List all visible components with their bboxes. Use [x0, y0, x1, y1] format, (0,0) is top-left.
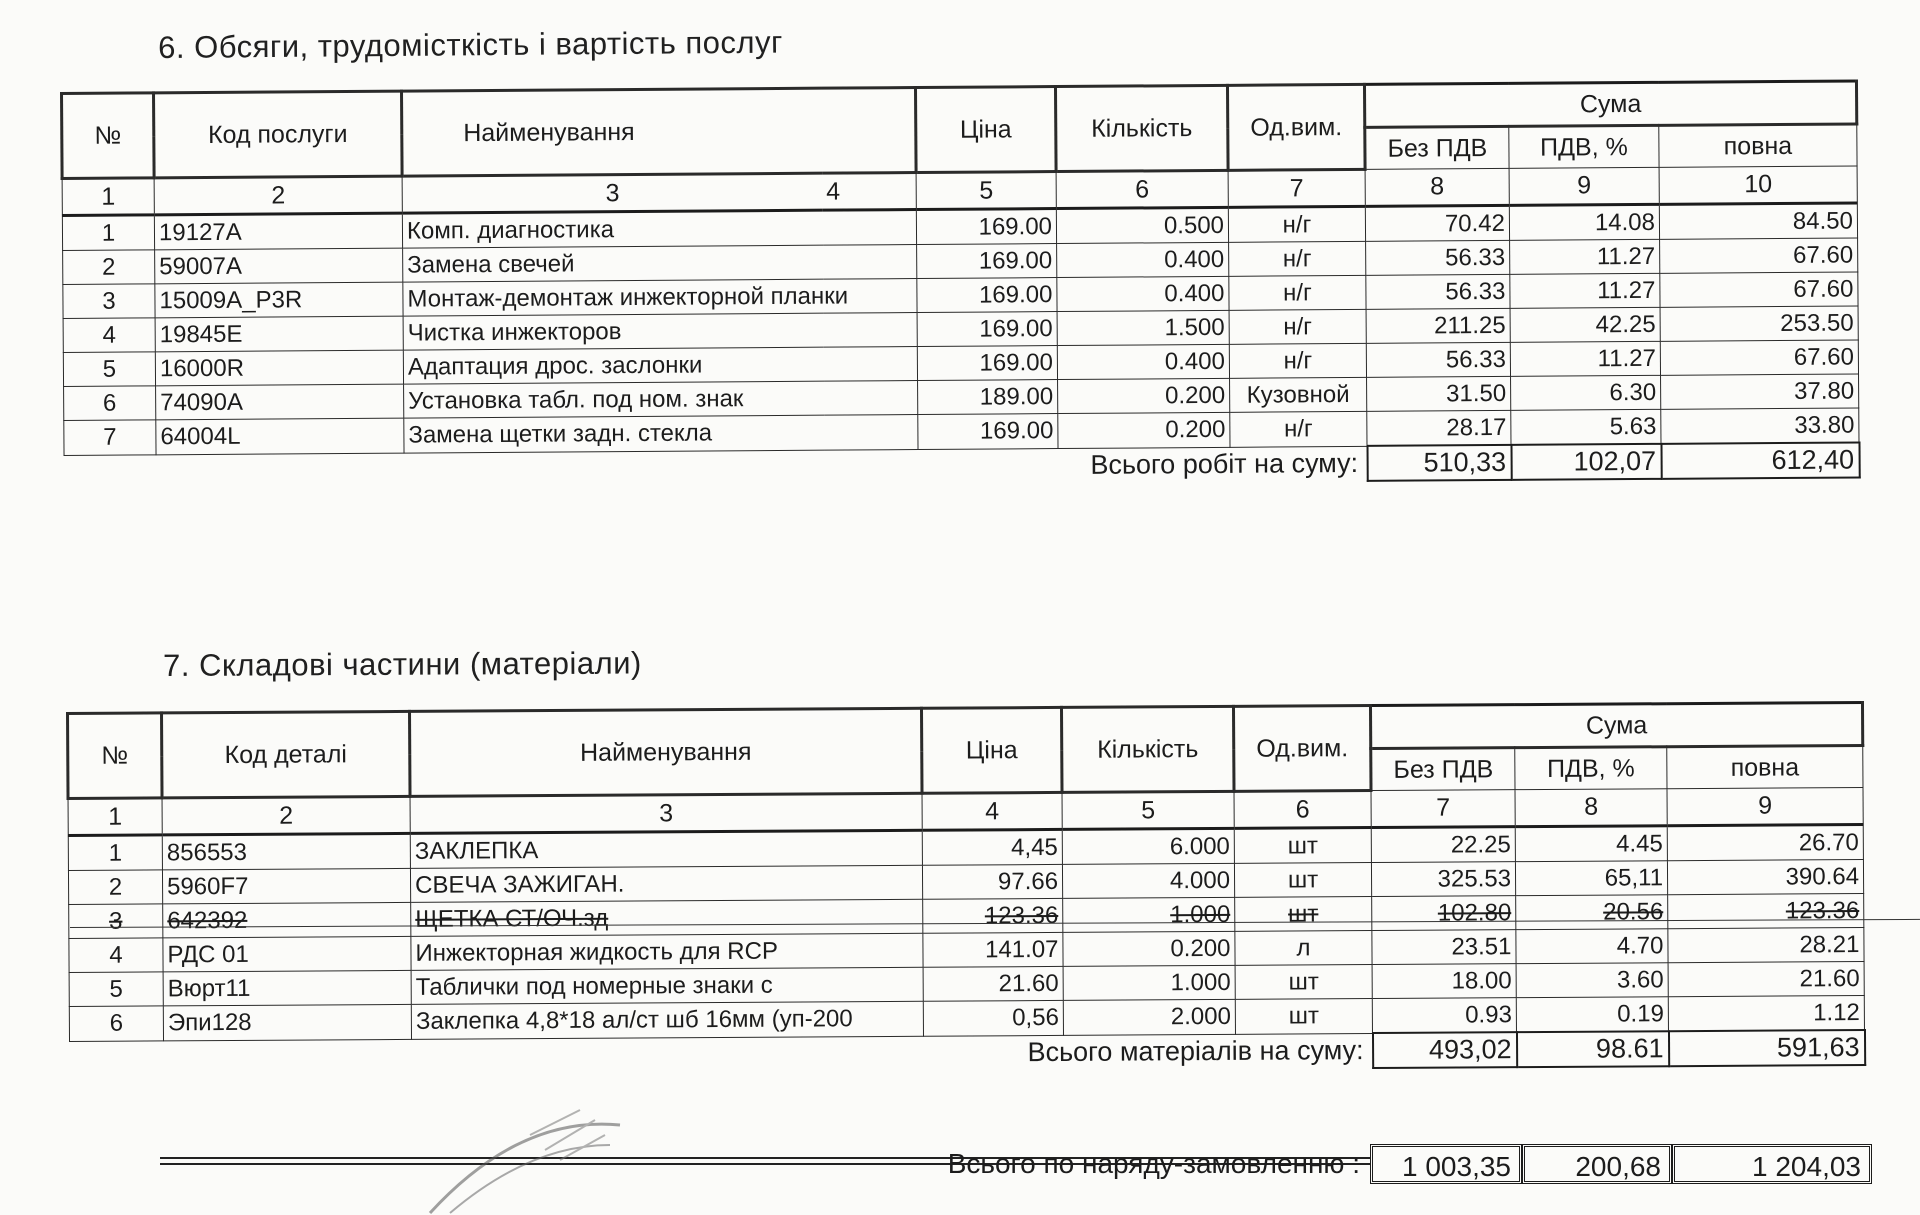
row-code: 74090A — [156, 384, 404, 420]
header-name: Найменування — [402, 88, 917, 177]
row-qty: 1.000 — [1063, 897, 1235, 932]
row-unit: шт — [1234, 828, 1371, 864]
grand-total-full: 1 204,03 — [1672, 1144, 1872, 1184]
row-code: Вюрт11 — [163, 970, 411, 1006]
header-vat: ПДВ, % — [1509, 125, 1659, 168]
colnum: 8 — [1515, 789, 1667, 827]
header-sum: Сума — [1364, 81, 1856, 127]
header-num: № — [68, 713, 163, 799]
row-num: 1 — [68, 835, 162, 871]
materials-total-label: Всього матеріалів на суму: — [1027, 1035, 1364, 1068]
row-vat: 6.30 — [1511, 375, 1661, 410]
row-code: 59007A — [155, 248, 403, 284]
row-unit: шт — [1235, 965, 1372, 1000]
section-7-title: 7. Складові частини (матеріали) — [163, 645, 642, 683]
header-vat: ПДВ, % — [1515, 747, 1667, 790]
row-qty: 0.400 — [1057, 276, 1229, 311]
services-table — [60, 79, 1861, 491]
row-unit: н/г — [1229, 275, 1366, 310]
row-name: Замена свечей — [403, 245, 917, 283]
row-novat: 22.25 — [1371, 827, 1515, 863]
row-name: ЩЕТКА СТ/ОЧ.зд — [411, 899, 923, 936]
header-qty: Кількість — [1061, 706, 1234, 792]
row-price: 4,45 — [922, 829, 1062, 865]
row-name: Таблички под номерные знаки с — [411, 967, 923, 1004]
row-full: 37.80 — [1661, 374, 1859, 409]
grand-total-label: Всього по наряду-замовленню : — [947, 1148, 1360, 1179]
header-novat: Без ПДВ — [1371, 748, 1515, 791]
row-unit: шт — [1234, 863, 1371, 898]
row-name: СВЕЧА ЗАЖИГАН. — [410, 865, 922, 902]
row-num: 5 — [63, 352, 155, 387]
colnum: 1 — [62, 178, 154, 216]
row-full: 390.64 — [1667, 860, 1863, 895]
row-code: 642392 — [163, 902, 411, 938]
row-vat: 65,11 — [1515, 861, 1667, 896]
row-price: 169.00 — [918, 414, 1058, 449]
header-qty: Кількість — [1055, 85, 1228, 171]
materials-table — [66, 701, 1866, 1077]
row-vat: 3.60 — [1516, 963, 1668, 998]
row-num: 7 — [64, 420, 156, 455]
row-vat: 11.27 — [1510, 239, 1660, 274]
row-qty: 0.400 — [1057, 344, 1229, 379]
materials-rows — [68, 825, 1864, 1041]
row-price: 189.00 — [918, 380, 1058, 415]
row-code: 19127A — [154, 213, 402, 250]
header-unit: Од.вим. — [1233, 706, 1371, 792]
row-full: 84.50 — [1659, 203, 1857, 239]
row-novat: 56.33 — [1366, 240, 1510, 275]
header-price: Ціна — [915, 87, 1056, 173]
colnum: 3 — [402, 173, 822, 213]
row-num: 4 — [63, 318, 155, 353]
row-price: 0,56 — [923, 1000, 1063, 1035]
row-price: 169.00 — [917, 346, 1057, 381]
row-num: 1 — [62, 215, 154, 251]
row-num: 2 — [68, 870, 162, 905]
row-vat: 4.70 — [1516, 929, 1668, 964]
row-novat: 70.42 — [1365, 205, 1509, 241]
row-full: 123.36 — [1668, 894, 1864, 929]
row-price: 169.00 — [917, 244, 1057, 279]
header-price: Ціна — [921, 707, 1062, 793]
row-vat: 0.19 — [1516, 997, 1668, 1032]
colnum: 3 — [410, 793, 922, 833]
row-price: 123.36 — [923, 898, 1063, 933]
row-code: 5960F7 — [162, 868, 410, 904]
row-unit: н/г — [1229, 309, 1366, 344]
colnum: 4 — [922, 792, 1062, 830]
row-name: Адаптация дрос. заслонки — [403, 347, 917, 385]
row-name: Замена щетки задн. стекла — [404, 415, 918, 453]
row-novat: 0.93 — [1372, 998, 1516, 1033]
row-code: 19845E — [155, 316, 403, 352]
row-unit: н/г — [1228, 206, 1365, 242]
row-novat: 211.25 — [1366, 308, 1510, 343]
row-num: 3 — [69, 904, 163, 939]
row-full: 28.21 — [1668, 928, 1864, 963]
row-full: 33.80 — [1661, 408, 1859, 444]
row-novat: 325.53 — [1371, 862, 1515, 897]
colnum: 7 — [1371, 790, 1515, 828]
row-full: 253.50 — [1660, 306, 1858, 341]
row-price: 169.00 — [917, 312, 1057, 347]
row-name: Комп. диагностика — [402, 210, 916, 249]
row-qty: 2.000 — [1063, 999, 1235, 1035]
header-num: № — [62, 93, 155, 179]
row-price: 169.00 — [917, 278, 1057, 313]
materials-total-novat: 493,02 — [1372, 1032, 1516, 1068]
stamp-image — [410, 1105, 630, 1215]
row-code: 64004L — [156, 418, 404, 454]
row-code: 856553 — [162, 833, 410, 870]
services-total-full: 612,40 — [1661, 442, 1859, 478]
colnum: 5 — [1062, 791, 1234, 829]
row-name: ЗАКЛЕПКА — [410, 830, 922, 868]
row-name: Монтаж-демонтаж инжекторной планки — [403, 279, 917, 317]
row-novat: 102.80 — [1372, 896, 1516, 931]
row-unit: н/г — [1229, 343, 1366, 378]
row-novat: 23.51 — [1372, 930, 1516, 965]
row-full: 26.70 — [1667, 825, 1863, 861]
header-full: повна — [1659, 124, 1857, 167]
row-qty: 0.200 — [1058, 378, 1230, 413]
row-unit: н/г — [1230, 411, 1367, 446]
materials-total-vat: 98.61 — [1516, 1031, 1668, 1067]
row-novat: 31.50 — [1367, 376, 1511, 411]
colnum: 4 — [822, 173, 916, 211]
colnum: 7 — [1228, 169, 1365, 207]
header-unit: Од.вим. — [1227, 84, 1365, 170]
row-code: Эпи128 — [163, 1004, 411, 1040]
services-total-label: Всього робіт на суму: — [1090, 448, 1359, 481]
services-total-novat: 510,33 — [1367, 445, 1511, 481]
row-name: Чистка инжекторов — [403, 313, 917, 351]
grand-total-novat: 1 003,35 — [1370, 1144, 1522, 1184]
row-num: 2 — [63, 250, 155, 285]
row-qty: 1.500 — [1057, 310, 1229, 345]
materials-total-full: 591,63 — [1668, 1030, 1864, 1066]
row-code: 16000R — [155, 350, 403, 386]
colnum: 6 — [1234, 791, 1371, 829]
section-6-title: 6. Обсяги, трудомісткість і вартість послуг — [158, 24, 784, 65]
grand-total — [895, 1144, 1872, 1184]
row-full: 67.60 — [1660, 340, 1858, 375]
colnum: 5 — [916, 172, 1056, 210]
row-unit: шт — [1235, 999, 1372, 1034]
services-total-vat: 102,07 — [1511, 444, 1661, 480]
header-full: повна — [1667, 746, 1863, 789]
row-vat: 11.27 — [1510, 273, 1660, 308]
row-qty: 0.200 — [1058, 412, 1230, 448]
row-price: 141.07 — [923, 932, 1063, 967]
row-vat: 5.63 — [1511, 409, 1661, 445]
row-unit: Кузовной — [1230, 377, 1367, 412]
row-unit: л — [1235, 931, 1372, 966]
row-novat: 28.17 — [1367, 410, 1511, 446]
row-qty: 6.000 — [1062, 828, 1234, 864]
row-unit: шт — [1235, 897, 1372, 932]
row-full: 1.12 — [1668, 996, 1864, 1032]
row-num: 6 — [69, 1006, 163, 1041]
row-num: 6 — [64, 386, 156, 421]
row-price: 21.60 — [923, 966, 1063, 1001]
services-rows — [62, 203, 1859, 455]
row-novat: 56.33 — [1366, 342, 1510, 377]
row-unit: н/г — [1229, 241, 1366, 276]
header-code: Код деталі — [162, 711, 411, 798]
row-code: 15009A_P3R — [155, 282, 403, 318]
row-price: 97.66 — [922, 864, 1062, 899]
row-novat: 56.33 — [1366, 274, 1510, 309]
colnum: 8 — [1365, 168, 1509, 206]
header-name: Найменування — [410, 708, 923, 796]
colnum: 2 — [154, 176, 402, 215]
row-full: 67.60 — [1660, 272, 1858, 307]
row-novat: 18.00 — [1372, 964, 1516, 999]
colnum: 9 — [1667, 788, 1863, 826]
row-num: 5 — [69, 972, 163, 1007]
row-full: 21.60 — [1668, 962, 1864, 997]
header-sum: Сума — [1370, 703, 1862, 749]
row-qty: 0.500 — [1056, 207, 1228, 243]
row-full: 67.60 — [1660, 238, 1858, 273]
row-qty: 0.400 — [1057, 242, 1229, 277]
row-vat: 4.45 — [1515, 826, 1667, 862]
row-num: 4 — [69, 938, 163, 973]
colnum: 1 — [68, 798, 162, 836]
header-novat: Без ПДВ — [1365, 126, 1509, 169]
colnum: 2 — [162, 796, 410, 835]
row-vat: 14.08 — [1509, 204, 1659, 240]
row-num: 3 — [63, 284, 155, 319]
row-vat: 20.56 — [1516, 895, 1668, 930]
row-price: 169.00 — [916, 209, 1056, 245]
row-code: РДС 01 — [163, 936, 411, 972]
colnum: 10 — [1659, 166, 1857, 204]
row-name: Установка табл. под ном. знак — [404, 381, 918, 419]
row-name: Заклепка 4,8*18 ал/ст шб 16мм (уп-200 — [411, 1001, 923, 1039]
colnum: 6 — [1056, 170, 1228, 208]
colnum: 9 — [1509, 167, 1659, 205]
header-code: Код послуги — [154, 91, 403, 178]
grand-total-vat: 200,68 — [1522, 1144, 1672, 1184]
row-qty: 4.000 — [1062, 863, 1234, 898]
row-vat: 42.25 — [1510, 307, 1660, 342]
row-qty: 1.000 — [1063, 965, 1235, 1000]
row-name: Инжекторная жидкость для RCP — [411, 933, 923, 970]
row-qty: 0.200 — [1063, 931, 1235, 966]
row-vat: 11.27 — [1510, 341, 1660, 376]
